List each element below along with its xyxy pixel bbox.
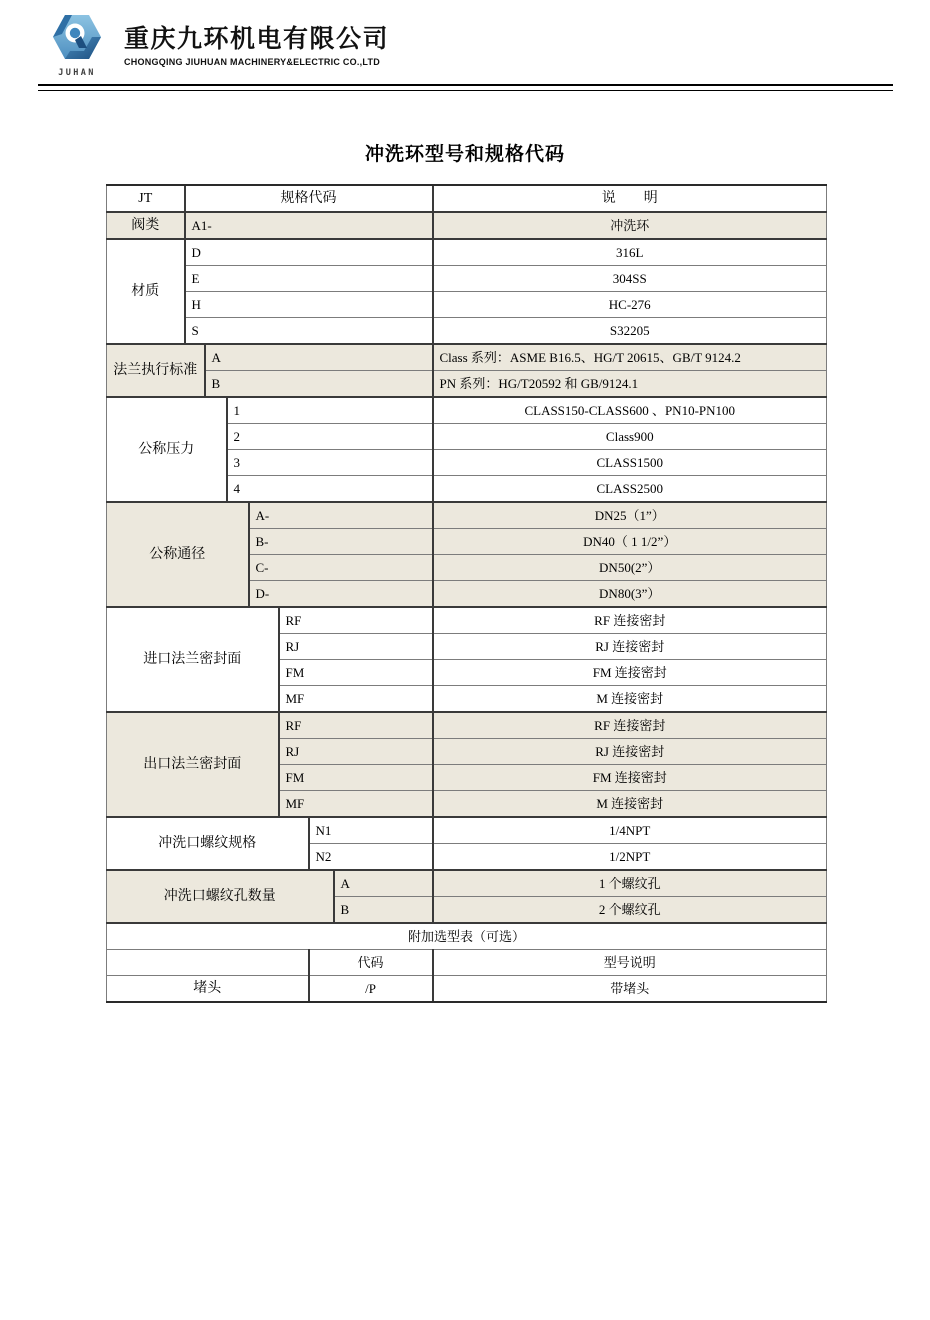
spec-code-cell: D [185, 239, 433, 266]
spec-code-cell: MF [279, 791, 433, 818]
description-cell: S32205 [433, 318, 827, 345]
logo-wordmark: JUHAN [58, 68, 96, 78]
description-cell: 冲洗环 [433, 212, 827, 239]
company-name-cn: 重庆九环机电有限公司 [124, 24, 390, 53]
description-cell: FM 连接密封 [433, 660, 827, 686]
optional-table-row [107, 976, 827, 1003]
table-row [107, 344, 827, 371]
category-label: 冲洗口螺纹孔数量 [107, 870, 334, 923]
category-label: 出口法兰密封面 [107, 712, 279, 817]
spec-code-cell: RJ [279, 634, 433, 660]
spec-code-cell: 1 [227, 397, 433, 424]
description-cell: DN40（ 1 1/2”） [433, 529, 827, 555]
spec-code-cell: A- [249, 502, 433, 529]
spec-code-cell: A [334, 870, 433, 897]
letterhead-inner [44, 14, 389, 78]
description-cell: DN25（1”） [433, 502, 827, 529]
table-row [107, 239, 827, 266]
spec-code-cell: B- [249, 529, 433, 555]
description-cell: 316L [433, 239, 827, 266]
table-row [107, 397, 827, 424]
table-row [107, 502, 827, 529]
spec-code-cell: S [185, 318, 433, 345]
table-row [107, 266, 827, 292]
spec-code-cell: 4 [227, 476, 433, 503]
description-cell: RF 连接密封 [433, 607, 827, 634]
spec-code-cell: N2 [309, 844, 433, 871]
description-cell: HC-276 [433, 292, 827, 318]
table-row [107, 607, 827, 634]
category-label: 冲洗口螺纹规格 [107, 817, 309, 870]
optional-header-desc: 型号说明 [433, 950, 827, 976]
juhan-hexagon-logo-icon [51, 14, 103, 60]
spec-code-table [106, 184, 827, 1003]
description-cell: RF 连接密封 [433, 712, 827, 739]
spec-code-cell: N1 [309, 817, 433, 844]
spec-code-cell: A [205, 344, 433, 371]
description-cell: Class 系列：ASME B16.5、HG/T 20615、GB/T 9124.2 [433, 344, 827, 371]
description-cell: DN80(3”） [433, 581, 827, 608]
description-cell: PN 系列：HG/T20592 和 GB/9124.1 [433, 371, 827, 398]
spec-code-cell: E [185, 266, 433, 292]
optional-banner-row [107, 923, 827, 950]
description-cell: CLASS2500 [433, 476, 827, 503]
spec-code-cell: RJ [279, 739, 433, 765]
spec-code-cell: B [334, 897, 433, 924]
description-cell: RJ 连接密封 [433, 634, 827, 660]
spec-code-cell: RF [279, 712, 433, 739]
company-names [124, 25, 389, 67]
table-header-row [107, 185, 827, 212]
header-cell-speccode: 规格代码 [185, 185, 433, 212]
table-row [107, 817, 827, 844]
spec-code-cell: A1- [185, 212, 433, 239]
spec-code-cell: MF [279, 686, 433, 713]
spec-code-cell: D- [249, 581, 433, 608]
description-cell: CLASS1500 [433, 450, 827, 476]
company-logo [44, 14, 110, 78]
description-cell: 1 个螺纹孔 [433, 870, 827, 897]
header-cell-jt: JT [107, 185, 185, 212]
spec-code-cell: 3 [227, 450, 433, 476]
table-row [107, 292, 827, 318]
table-row [107, 870, 827, 897]
page-title: 冲洗环型号和规格代码 [364, 143, 565, 165]
category-label: 法兰执行标准 [107, 344, 205, 397]
spec-code-cell: H [185, 292, 433, 318]
spec-code-cell: C- [249, 555, 433, 581]
description-cell: 1/4NPT [433, 817, 827, 844]
table-row [107, 212, 827, 239]
optional-header-blank [107, 950, 309, 976]
category-label: 阀类 [107, 212, 185, 239]
optional-desc-cell: 带堵头 [433, 976, 827, 1003]
description-cell: 2 个螺纹孔 [433, 897, 827, 924]
letterhead-divider [38, 84, 893, 91]
description-cell: CLASS150-CLASS600 、PN10-PN100 [433, 397, 827, 424]
description-cell: M 连接密封 [433, 791, 827, 818]
description-cell: DN50(2”） [433, 555, 827, 581]
table-row [107, 371, 827, 398]
description-cell: 304SS [433, 266, 827, 292]
description-cell: RJ 连接密封 [433, 739, 827, 765]
description-cell: Class900 [433, 424, 827, 450]
optional-header-code: 代码 [309, 950, 433, 976]
spec-code-cell: B [205, 371, 433, 398]
header-cell-description: 说 明 [433, 185, 827, 212]
category-label: 材质 [107, 239, 185, 344]
table-row [107, 712, 827, 739]
spec-code-cell: 2 [227, 424, 433, 450]
optional-category-label: 堵头 [107, 976, 309, 1003]
optional-code-cell: /P [309, 976, 433, 1003]
spec-table-body [107, 185, 827, 1002]
description-cell: 1/2NPT [433, 844, 827, 871]
spec-code-cell: FM [279, 765, 433, 791]
optional-header-row [107, 950, 827, 976]
category-label: 公称通径 [107, 502, 249, 607]
table-row [107, 318, 827, 345]
description-cell: M 连接密封 [433, 686, 827, 713]
spec-code-cell: FM [279, 660, 433, 686]
spec-code-cell: RF [279, 607, 433, 634]
category-label: 公称压力 [107, 397, 227, 502]
category-label: 进口法兰密封面 [107, 607, 279, 712]
letterhead [0, 0, 930, 96]
optional-banner-label: 附加选型表（可选） [107, 923, 827, 950]
company-name-en: CHONGQING JIUHUAN MACHINERY&ELECTRIC CO.,LTD [124, 57, 380, 67]
description-cell: FM 连接密封 [433, 765, 827, 791]
